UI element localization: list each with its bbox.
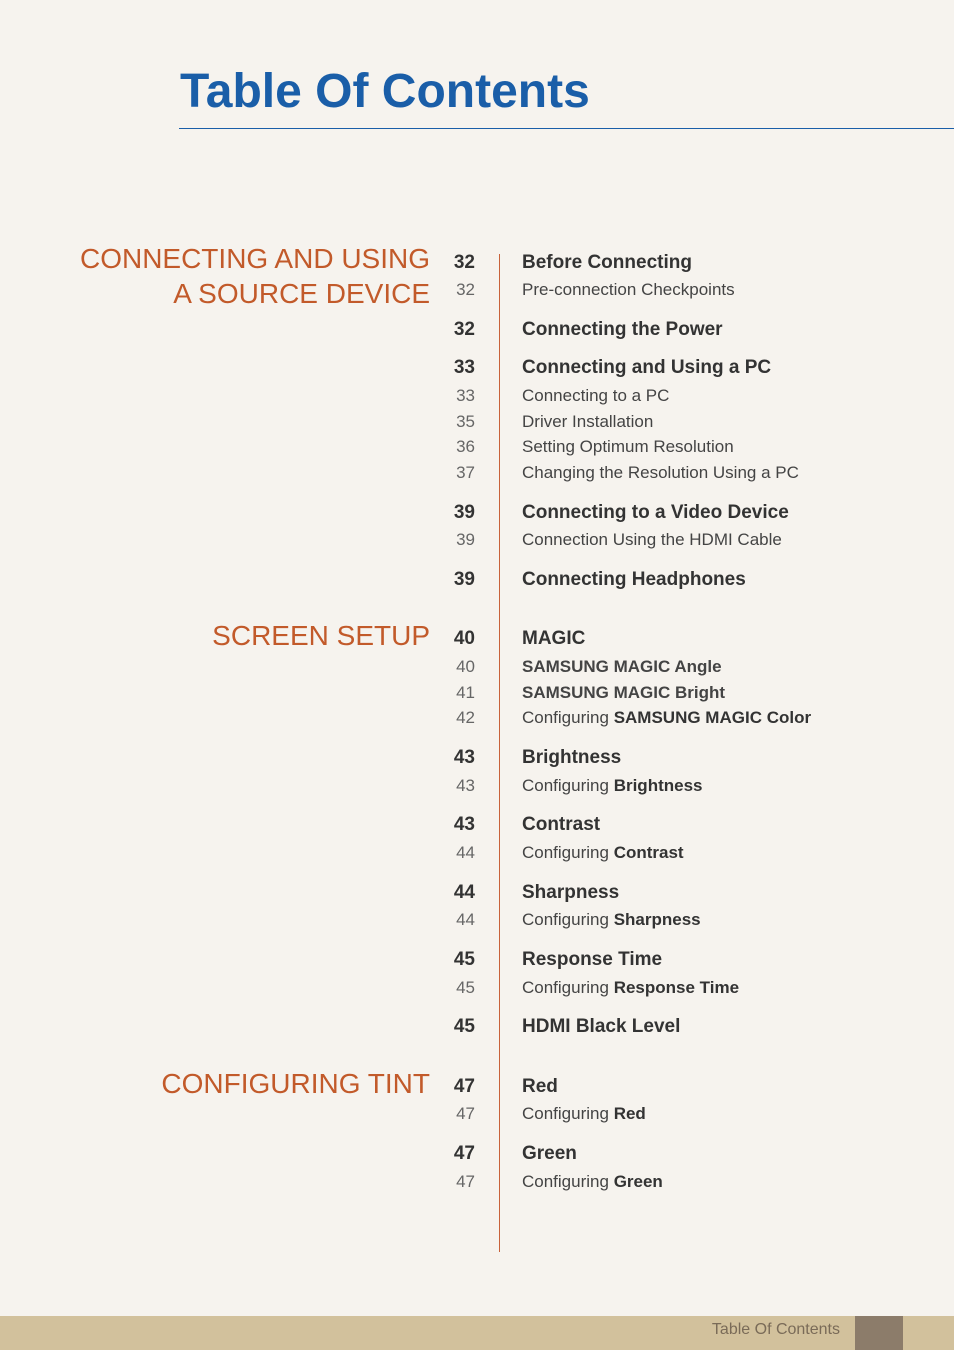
toc-entry-configuring-brightness[interactable] <box>522 775 702 797</box>
entry-emphasis: Brightness <box>613 776 703 795</box>
toc-page-number: 45 <box>453 949 475 970</box>
toc-entry-connecting-to-pc[interactable]: Connecting to a PC <box>522 386 670 405</box>
entry-emphasis: Red <box>613 1104 646 1123</box>
toc-page-number: 40 <box>453 628 475 649</box>
toc-entry-response-time[interactable]: Response Time <box>522 949 663 970</box>
toc-entry-green[interactable]: Green <box>522 1143 577 1164</box>
toc-page-number: 33 <box>456 386 475 405</box>
toc-entry-contrast[interactable]: Contrast <box>522 814 601 835</box>
toc-page-number: 35 <box>456 412 475 431</box>
toc-page-number: 36 <box>456 437 475 456</box>
entry-emphasis: Sharpness <box>613 910 701 929</box>
title-rule <box>179 128 954 129</box>
toc-entry-configuring-magic-color[interactable] <box>522 707 811 729</box>
toc-entry-optimum-resolution[interactable]: Setting Optimum Resolution <box>522 437 734 456</box>
toc-entry-driver-installation[interactable]: Driver Installation <box>522 412 654 431</box>
toc-entry-magic-bright[interactable]: SAMSUNG MAGIC Bright <box>522 683 726 702</box>
page-title: Table Of Contents <box>180 65 590 118</box>
toc-entry-connecting-headphones[interactable]: Connecting Headphones <box>522 569 746 590</box>
toc-page-number: 44 <box>456 843 475 862</box>
toc-page-number: 44 <box>456 910 475 929</box>
toc-entry-magic[interactable]: MAGIC <box>522 628 586 649</box>
toc-page-number: 32 <box>456 280 475 299</box>
toc-page-number: 32 <box>453 252 475 273</box>
toc-page-number: 41 <box>456 683 475 702</box>
column-divider <box>499 254 500 1252</box>
toc-page-number: 39 <box>456 530 475 549</box>
toc-entry-connecting-using-pc[interactable]: Connecting and Using a PC <box>522 357 772 378</box>
entry-emphasis: Response Time <box>613 978 740 997</box>
toc-page-number: 39 <box>453 502 475 523</box>
footer-label: Table Of Contents <box>711 1321 840 1338</box>
toc-page-number: 42 <box>456 708 475 727</box>
toc-page-number: 33 <box>453 357 475 378</box>
toc-page-number: 45 <box>453 1016 475 1037</box>
entry-prefix: Configuring <box>522 776 609 795</box>
toc-entry-configuring-contrast[interactable] <box>522 842 684 864</box>
toc-page-number: 47 <box>456 1104 475 1123</box>
footer-page-box <box>855 1316 903 1350</box>
toc-entry-configuring-sharpness[interactable] <box>522 909 701 931</box>
toc-page-number: 43 <box>453 747 475 768</box>
section-heading-screen-setup[interactable] <box>212 618 430 653</box>
entry-prefix: Configuring <box>522 708 609 727</box>
toc-entry-red[interactable]: Red <box>522 1076 558 1097</box>
toc-entry-hdmi-cable[interactable]: Connection Using the HDMI Cable <box>522 530 782 549</box>
section-heading-line: CONFIGURING TINT <box>161 1068 430 1099</box>
toc-page-number: 39 <box>453 569 475 590</box>
toc-page-number: 37 <box>456 463 475 482</box>
toc-entry-configuring-red[interactable] <box>522 1103 646 1125</box>
entry-emphasis: Contrast <box>613 843 684 862</box>
toc-page-number: 45 <box>456 978 475 997</box>
entry-emphasis: Green <box>613 1172 663 1191</box>
section-heading-line: CONNECTING AND USING <box>79 243 430 274</box>
section-heading-connecting[interactable] <box>80 241 430 311</box>
toc-page-number: 47 <box>453 1076 475 1097</box>
toc-page-number: 40 <box>456 657 475 676</box>
toc-entry-pre-connection-checkpoints[interactable]: Pre-connection Checkpoints <box>522 280 735 299</box>
toc-entry-brightness[interactable]: Brightness <box>522 747 622 768</box>
toc-entry-configuring-response-time[interactable] <box>522 977 739 999</box>
section-heading-line: A SOURCE DEVICE <box>173 278 430 309</box>
entry-prefix: Configuring <box>522 910 609 929</box>
entry-prefix: Configuring <box>522 1172 609 1191</box>
toc-page-number: 47 <box>456 1172 475 1191</box>
toc-page-number: 44 <box>453 882 475 903</box>
toc-entry-sharpness[interactable]: Sharpness <box>522 882 620 903</box>
toc-page-number: 32 <box>453 319 475 340</box>
section-heading-configuring-tint[interactable] <box>161 1066 430 1101</box>
toc-entry-configuring-green[interactable] <box>522 1171 663 1193</box>
entry-emphasis: SAMSUNG MAGIC Color <box>613 708 812 727</box>
toc-entry-connecting-video-device[interactable]: Connecting to a Video Device <box>522 502 789 523</box>
toc-entry-before-connecting[interactable]: Before Connecting <box>522 252 692 273</box>
toc-page-number: 47 <box>453 1143 475 1164</box>
toc-page-number: 43 <box>456 776 475 795</box>
entry-prefix: Configuring <box>522 978 609 997</box>
entry-prefix: Configuring <box>522 843 609 862</box>
toc-entry-hdmi-black-level[interactable]: HDMI Black Level <box>522 1016 681 1037</box>
toc-entry-changing-resolution[interactable]: Changing the Resolution Using a PC <box>522 463 799 482</box>
entry-prefix: Configuring <box>522 1104 609 1123</box>
toc-entry-connecting-power[interactable]: Connecting the Power <box>522 319 723 340</box>
section-heading-line: SCREEN SETUP <box>212 620 430 651</box>
toc-page-number: 43 <box>453 814 475 835</box>
toc-entry-magic-angle[interactable]: SAMSUNG MAGIC Angle <box>522 657 722 676</box>
